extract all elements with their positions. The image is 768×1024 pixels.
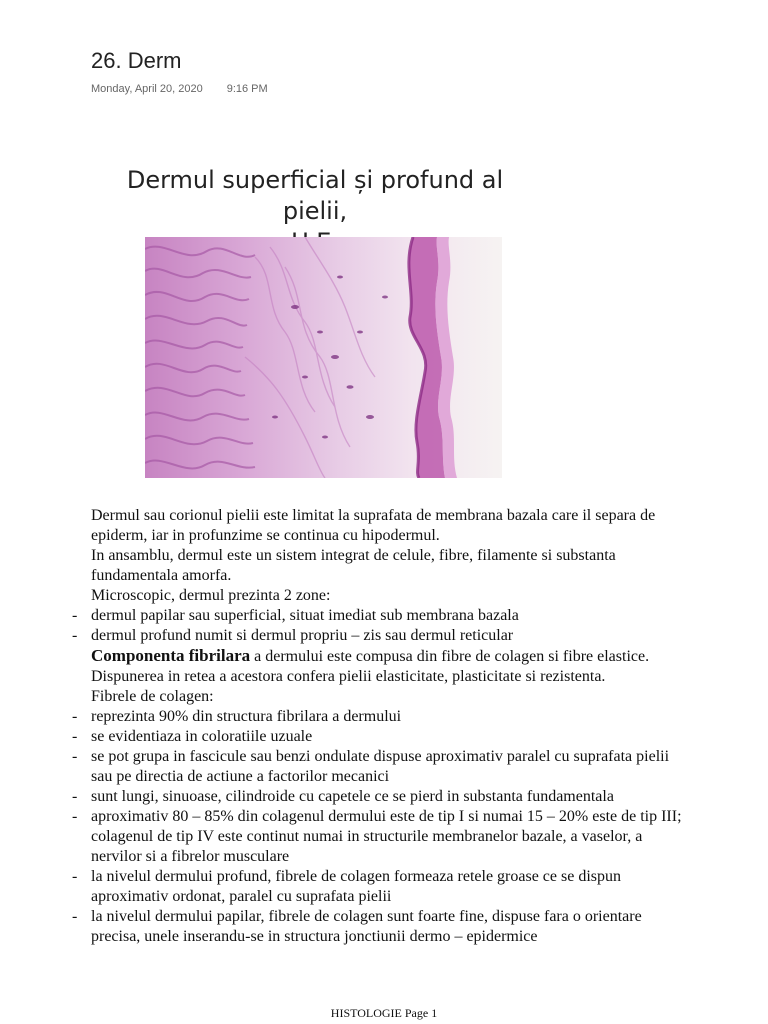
note-timestamp [91, 83, 268, 95]
paragraph-fibrilar: Componenta fibrilara a dermului este compusa din fibre de colagen si fibre elastice. Dispunerea in retea a acestora confera pielii elasticitate, plasticitate si rezistenta. [91, 646, 650, 685]
list-item: - la nivelul dermului profund, fibrele de colagen formeaza retele groase ce se dispun aproximativ ordonat, paralel cu suprafata pielii [72, 868, 621, 905]
paragraph-ansamblu: In ansamblu, dermul este un sistem integrat de celule, fibre, filamente si substanta fundamentala amorfa. [91, 547, 616, 584]
list-item: - la nivelul dermului papilar, fibrele de colagen sunt foarte fine, dispuse fara o orientare precisa, unele inserandu-se in structura jonctiunii dermo – epidermice [72, 908, 642, 945]
histology-micrograph [145, 237, 502, 478]
note-date: Monday, April 20, 2020 [91, 83, 203, 95]
list-item: - sunt lungi, sinuoase, cilindroide cu capetele ce se pierd in substanta fundamentala [72, 788, 614, 805]
list-item: - aproximativ 80 – 85% din colagenul dermului este de tip I si numai 15 – 20% este de tip III; colagenul de tip IV este continut numai in structurile membranelor bazale, a vaselor, a nervilor si a fibrelor musculare [72, 808, 682, 865]
paragraph-intro: Dermul sau corionul pielii este limitat la suprafata de membrana bazala care il separa de epiderm, iar in profunzime se continua cu hipodermul. [91, 507, 656, 544]
list-item: - dermul profund numit si dermul propriu – zis sau dermul reticular [72, 627, 514, 644]
page-title: 26. Derm [91, 48, 182, 73]
note-time: 9:16 PM [226, 83, 268, 95]
list-item: - reprezinta 90% din structura fibrilara a dermului [72, 708, 402, 725]
micrograph-image [145, 237, 502, 478]
bold-term: Componenta fibrilara [91, 646, 251, 665]
page-footer: HISTOLOGIE Page 1 [330, 1006, 438, 1020]
slide-title-line1: Dermul superficial și profund al pielii, [126, 166, 504, 225]
list-item: - se pot grupa in fascicule sau benzi ondulate dispuse aproximativ paralel cu suprafata pielii sau pe directia de actiune a factorilor mecanici [72, 748, 670, 785]
note-body [72, 506, 692, 947]
paragraph-collagen-intro: Fibrele de colagen: [91, 688, 214, 705]
list-item: - dermul papilar sau superficial, situat imediat sub membrana bazala [72, 607, 519, 624]
list-item: - se evidentiaza in coloratiile uzuale [72, 728, 313, 745]
paragraph-zones-intro: Microscopic, dermul prezinta 2 zone: [91, 587, 331, 604]
